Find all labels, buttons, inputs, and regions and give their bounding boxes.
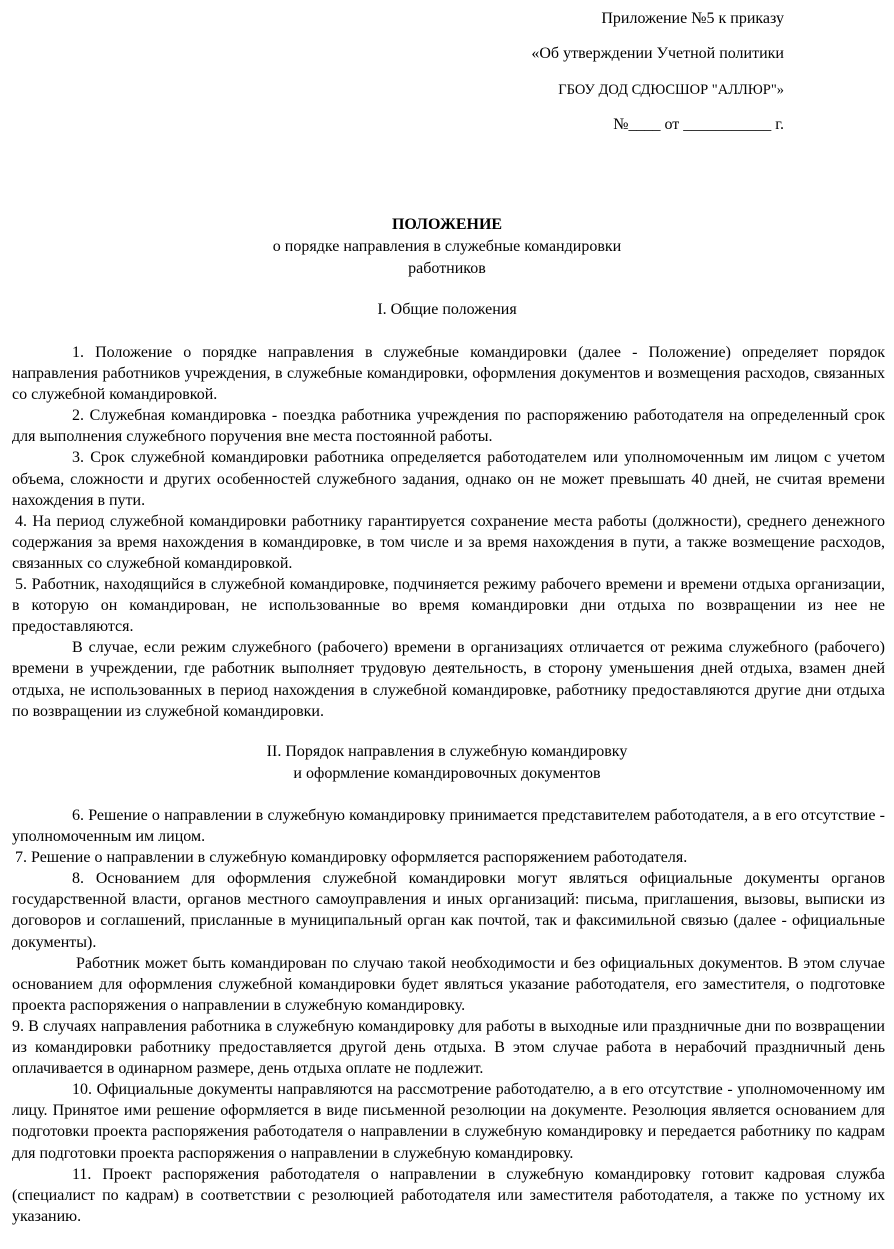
- title-subtitle-line2: работников: [408, 260, 486, 277]
- paragraph-5: 5. Работник, находящийся в служебной командировке, подчиняется режиму рабочего времени и времени отдыха организации, в которую он командирован, не использованные во время командировки дни отдыха по возвращении из нее не предоставляются.: [12, 576, 885, 636]
- paragraph-10: 10. Официальные документы направляются на рассмотрение работодателю, а в его отсутствие - уполномоченному им лицу. Принятое ими решение оформляется в виде письменной резолюции на документе. Резолюция является основанием для подготовки проекта распоряжения работодателя о направлении в служебную командировку и передается работнику по кадрам для подготовки проекта распоряжения о направлении в служебную командировку.: [12, 1081, 885, 1162]
- paragraph-7: 7. Решение о направлении в служебную командировку оформляется распоряжением работодателя.: [15, 849, 688, 867]
- section2-heading: [0, 741, 894, 785]
- section1-heading: I. Общие положения: [377, 301, 517, 318]
- title-subtitle-line1: о порядке направления в служебные командировки: [272, 238, 622, 255]
- header-line-appendix: Приложение №5 к приказу: [601, 10, 784, 27]
- paragraph-9: 9. В случаях направления работника в служебную командировку для работы в выходные или праздничные дни по возвращении из командировки работнику предоставляется другой день отдыха. В этом случае работа в нерабочий праздничный день оплачивается в одинарном размере, день отдыха оплате не подлежит.: [12, 1017, 885, 1078]
- paragraph-4: 4. На период служебной командировки работнику гарантируется сохранение места работы (должности), среднего денежного содержания за время нахождения в командировке, в том числе и за время нахождения в пути, а также возмещение расходов, связанных со служебной командировкой.: [12, 512, 885, 572]
- section1-body: [12, 342, 885, 722]
- header-line-number-date: №____ от ___________ г.: [613, 116, 784, 133]
- paragraph-11: 11. Проект распоряжения работодателя о направлении в служебную командировку готовит кадровая служба (специалист по кадрам) в соответствии с резолюцией работодателя или заместителя работодателя, а также по устному их указанию.: [12, 1165, 885, 1225]
- section2-body: [12, 805, 885, 1227]
- paragraph-1: 1. Положение о порядке направления в служебные командировки (далее - Положение) определяет порядок направления работников учреждения, в служебные командировки, оформления документов и возмещения расходов, связанных со служебной командировкой.: [12, 344, 885, 404]
- paragraph-2: 2. Служебная командировка - поездка работника учреждения по распоряжению работодателя на определенный срок для выполнения служебного поручения вне места постоянной работы.: [12, 407, 885, 446]
- document-title: [0, 214, 894, 280]
- title-main: ПОЛОЖЕНИЕ: [391, 216, 503, 233]
- paragraph-5-continued: В случае, если режим служебного (рабочего) времени в организациях отличается от режима служебного (рабочего) времени в учреждении, где работник выполняет трудовую деятельность, в сторону уменьшения дней отдыха, взамен дней отдыха, не использованных в период нахождения в служебной командировке, работнику предоставляются другие дни отдыха по возвращении из служебной командировки.: [12, 639, 885, 720]
- paragraph-6: 6. Решение о направлении в служебную командировку принимается представителем работодателя, а в его отсутствие - уполномоченным им лицом.: [12, 807, 885, 846]
- paragraph-8: 8. Основанием для оформления служебной командировки могут являться официальные документы органов государственной власти, органов местного самоуправления и иных организаций: письма, приглашения, вызовы, выписки из договоров и соглашений, присланные в муниципальный орган как почтой, так и факсимильной связью (далее - официальные документы).: [12, 870, 885, 951]
- section2-heading-line1: II. Порядок направления в служебную командировку: [266, 743, 628, 760]
- header-line-organization: ГБОУ ДОД СДЮСШОР "АЛЛЮР"»: [558, 82, 784, 98]
- paragraph-8-continued: Работник может быть командирован по случаю такой необходимости и без официальных документов. В этом случае основанием для оформления служебной командировки будет являться указание работодателя, его заместителя, о подготовке проекта распоряжения о направлении в служебную командировку.: [12, 954, 885, 1014]
- paragraph-3: 3. Срок служебной командировки работника определяется работодателем или уполномоченным им лицом с учетом объема, сложности и других особенностей служебного задания, однако он не может превышать 40 дней, не считая времени нахождения в пути.: [12, 449, 885, 509]
- header-line-order-title: «Об утверждении Учетной политики: [531, 45, 784, 62]
- section2-heading-line2: и оформление командировочных документов: [293, 765, 601, 782]
